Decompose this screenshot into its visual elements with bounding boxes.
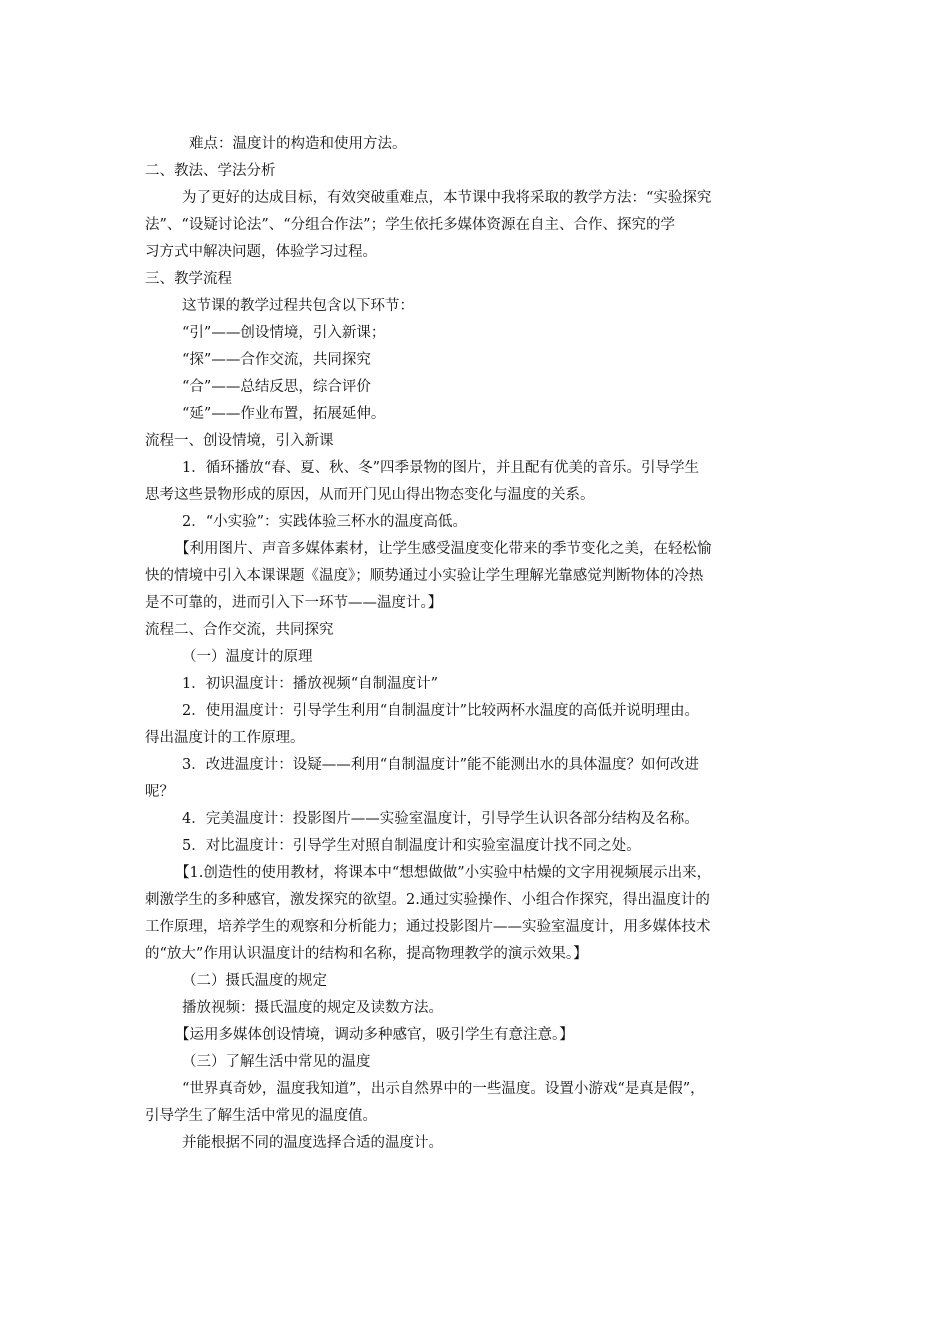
- text-line: 思考这些景物形成的原因，从而开门见山得出物态变化与温度的关系。: [145, 487, 595, 503]
- text-line: 呢？: [145, 784, 174, 800]
- comment-line: 是不可靠的，进而引入下一环节——温度计。】: [145, 595, 443, 611]
- text-line: 1．初识温度计：播放视频“自制温度计”: [182, 676, 439, 692]
- subsection-heading: （一）温度计的原理: [182, 649, 313, 665]
- text-line: 1．循环播放“春、夏、秋、冬”四季景物的图片，并且配有优美的音乐。引导学生: [182, 460, 700, 476]
- comment-line: 【利用图片、声音多媒体素材，让学生感受温度变化带来的季节变化之美，在轻松愉: [175, 541, 712, 557]
- text-line: 法”、“设疑讨论法”、“分组合作法”；学生依托多媒体资源在自主、合作、探究的学: [145, 217, 676, 233]
- text-line: 引导学生了解生活中常见的温度值。: [145, 1108, 377, 1124]
- section-heading: 流程一、创设情境，引入新课: [145, 433, 334, 449]
- text-line: 并能根据不同的温度选择合适的温度计。: [182, 1135, 443, 1151]
- comment-line: 刺激学生的多种感官，激发探究的欲望。2.通过实验操作、小组合作探究，得出温度计的: [145, 892, 710, 908]
- text-line: 2．使用温度计：引导学生利用“自制温度计”比较两杯水温度的高低并说明理由。: [182, 703, 700, 719]
- text-line: 4．完美温度计：投影图片——实验室温度计，引导学生认识各部分结构及名称。: [182, 811, 699, 827]
- section-heading: 三、教学流程: [145, 271, 232, 287]
- text-line: 2．“小实验”：实践体验三杯水的温度高低。: [182, 514, 468, 530]
- text-line: 播放视频：摄氏温度的规定及读数方法。: [182, 1000, 443, 1016]
- text-line: 为了更好的达成目标，有效突破重难点，本节课中我将采取的教学方法：“实验探究: [182, 190, 712, 206]
- list-item: “合”——总结反思，综合评价: [182, 379, 371, 395]
- text-line: 习方式中解决问题，体验学习过程。: [145, 244, 377, 260]
- subsection-heading: （二）摄氏温度的规定: [182, 973, 327, 989]
- subsection-heading: （三）了解生活中常见的温度: [182, 1054, 371, 1070]
- comment-line: 【运用多媒体创设情境，调动多种感官，吸引学生有意注意。】: [175, 1027, 574, 1043]
- text-line: 这节课的教学过程共包含以下环节：: [182, 298, 414, 314]
- text-line: “世界真奇妙，温度我知道”，出示自然界中的一些温度。设置小游戏“是真是假”，: [182, 1081, 705, 1097]
- text-line: 5．对比温度计：引导学生对照自制温度计和实验室温度计找不同之处。: [182, 838, 641, 854]
- comment-line: 的“放大”作用认识温度计的结构和名称，提高物理教学的演示效果。】: [145, 946, 588, 962]
- comment-line: 工作原理，培养学生的观察和分析能力；通过投影图片——实验室温度计，用多媒体技术: [145, 919, 711, 935]
- section-heading: 流程二、合作交流，共同探究: [145, 622, 334, 638]
- text-line: 难点：温度计的构造和使用方法。: [189, 136, 407, 152]
- comment-line: 【1.创造性的使用教材，将课本中“想想做做”小实验中枯燥的文字用视频展示出来，: [175, 865, 712, 881]
- comment-line: 快的情境中引入本课课题《温度》；顺势通过小实验让学生理解光靠感觉判断物体的冷热: [145, 568, 704, 584]
- text-line: 3．改进温度计：设疑——利用“自制温度计”能不能测出水的具体温度？如何改进: [182, 757, 700, 773]
- list-item: “延”——作业布置，拓展延伸。: [182, 406, 386, 422]
- section-heading: 二、教法、学法分析: [145, 163, 276, 179]
- list-item: “探”——合作交流，共同探究: [182, 352, 371, 368]
- document-body: [145, 131, 805, 1157]
- list-item: “引”——创设情境，引入新课；: [182, 325, 386, 341]
- text-line: 得出温度计的工作原理。: [145, 730, 305, 746]
